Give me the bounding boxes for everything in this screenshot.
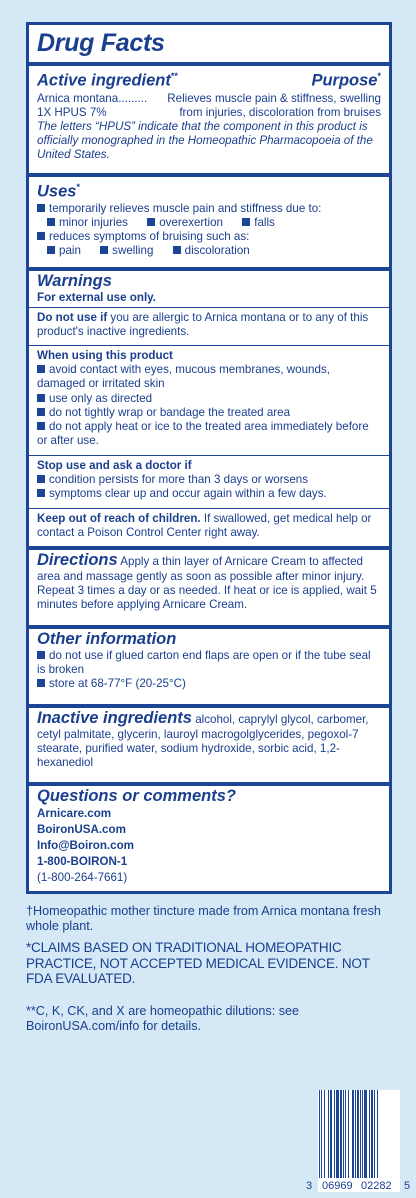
questions-heading: Questions or comments? <box>37 787 236 805</box>
purpose-heading: Purpose <box>311 71 378 90</box>
divider <box>29 62 389 66</box>
barcode-bar <box>348 1090 349 1178</box>
uses-item: temporarily relieves muscle pain and stiffness due to: <box>37 202 381 216</box>
barcode-bar <box>362 1090 363 1178</box>
inactive-section: Inactive ingredients alcohol, caprylyl glycol, carbomer, cetyl palmitate, glycerin, lauroyl macrogolglycerides, pegoxol-7 stearate, purified water, sodium hydroxide, sorbic acid, 1,2-hexanediol <box>37 709 369 770</box>
uses-heading: Uses <box>37 182 77 201</box>
directions-heading: Directions <box>37 551 118 569</box>
barcode-bar <box>334 1090 335 1178</box>
warning-item: avoid contact with eyes, mucous membranes, wounds, damaged or irritated skin <box>37 363 381 391</box>
drug-facts-title: Drug Facts <box>37 29 165 57</box>
other-item: store at 68-77°F (20-25°C) <box>37 677 381 691</box>
questions-section <box>29 787 389 886</box>
barcode-bar <box>357 1090 359 1178</box>
barcode-bar <box>360 1090 361 1178</box>
stop-use-block <box>29 459 389 502</box>
barcode-bar <box>371 1090 373 1178</box>
uses-sublist: minor injuries overexertion falls <box>37 216 381 230</box>
barcode-bar <box>374 1090 375 1178</box>
dilutions-footnote: **C, K, CK, and X are homeopathic dilutions: see BoironUSA.com/info for details. <box>26 1004 300 1033</box>
divider <box>29 546 389 550</box>
barcode-lead-digit: 3 <box>306 1180 313 1192</box>
barcode-bar <box>364 1090 367 1178</box>
barcode-check-digit: 5 <box>404 1180 411 1192</box>
divider <box>29 704 389 708</box>
barcode-group-2: 02282 <box>361 1180 392 1192</box>
barcode-bar <box>330 1090 332 1178</box>
warning-item: do not tightly wrap or bandage the treated area <box>37 406 381 420</box>
barcode-bar <box>340 1090 342 1178</box>
stop-use-heading: Stop use and ask a doctor if <box>37 459 192 472</box>
barcode-bar <box>352 1090 354 1178</box>
other-info-section <box>29 630 389 692</box>
uses-item: reduces symptoms of bruising such as: <box>37 230 381 244</box>
barcode-bars <box>318 1090 400 1178</box>
drug-facts-box <box>26 22 392 894</box>
directions-section: Directions Apply a thin layer of Arnicare Cream to affected area and massage gently as soon as possible after minor injury. Repeat 3 times a day or as needed. If heat or ice is applied, wait 5 minutes before applying Arnicare Cream. <box>37 551 377 612</box>
barcode-bar <box>355 1090 356 1178</box>
barcode-group-1: 06969 <box>322 1180 353 1192</box>
barcode-bar <box>321 1090 322 1178</box>
inactive-heading: Inactive ingredients <box>37 709 192 727</box>
divider <box>29 508 389 509</box>
barcode-bar <box>345 1090 346 1178</box>
divider <box>29 267 389 271</box>
barcode-bar <box>377 1090 378 1178</box>
active-ingredient-heading: Active ingredient <box>37 71 171 90</box>
hpus-note: The letters “HPUS” indicate that the component in this product is officially monographed in the Homeopathic Pharmacopoeia of the United States. <box>37 119 373 162</box>
contact-line: Info@Boiron.com <box>37 839 134 852</box>
external-use-line: For external use only. <box>37 291 156 304</box>
claims-footnote: *CLAIMS BASED ON TRADITIONAL HOMEOPATHIC PRACTICE, NOT ACCEPTED MEDICAL EVIDENCE. NOT FDA EVALUATED. <box>26 940 370 986</box>
warning-item: condition persists for more than 3 days or worsens <box>37 473 381 487</box>
when-using-block <box>29 349 389 448</box>
divider <box>29 782 389 786</box>
contact-phone-alt: (1-800-264-7661) <box>37 871 128 884</box>
divider <box>29 173 389 177</box>
barcode-bar <box>324 1090 325 1178</box>
active-ingredient-section: Active ingredient** Purpose* Arnica montana......... Relieves muscle pain & stiffness, swelling 1X HPUS 7% from injuries, discoloration from bruises The letters “HPUS” indicate that the component in this product is officially monographed in the Homeopathic Pharmacopoeia of the United States. <box>37 71 381 162</box>
active-row-2: 1X HPUS 7% from injuries, discoloration from bruises <box>37 105 381 119</box>
do-not-use-block: Do not use if you are allergic to Arnica montana or to any of this product's inactive ingredients. <box>37 311 369 339</box>
other-item: do not use if glued carton end flaps are open or if the tube seal is broken <box>37 649 381 677</box>
uses-sublist: pain swelling discoloration <box>37 244 381 258</box>
other-info-heading: Other information <box>37 630 177 648</box>
barcode-bar <box>319 1090 320 1178</box>
divider <box>29 345 389 346</box>
contact-line: BoironUSA.com <box>37 823 126 836</box>
divider <box>29 625 389 629</box>
warning-item: do not apply heat or ice to the treated area immediately before or after use. <box>37 420 381 448</box>
warnings-section <box>29 272 389 305</box>
barcode-bar <box>328 1090 329 1178</box>
warning-item: symptoms clear up and occur again within a few days. <box>37 487 381 501</box>
barcode-bar <box>336 1090 339 1178</box>
barcode <box>318 1090 400 1192</box>
drug-facts-header <box>29 29 389 57</box>
contact-line: 1-800-BOIRON-1 <box>37 855 128 868</box>
barcode-bar <box>343 1090 344 1178</box>
uses-section: Uses* temporarily relieves muscle pain and stiffness due to: minor injuries overexertion falls reduces symptoms of bruising such as: pain swelling discoloration <box>29 178 389 258</box>
warnings-heading: Warnings <box>37 272 112 290</box>
divider <box>29 455 389 456</box>
warning-item: use only as directed <box>37 392 381 406</box>
keep-out-block: Keep out of reach of children. If swallowed, get medical help or contact a Poison Control Center right away. <box>37 512 372 540</box>
active-row-1: Arnica montana......... Relieves muscle pain & stiffness, swelling <box>37 91 381 105</box>
divider <box>29 307 389 308</box>
when-using-heading: When using this product <box>37 349 173 362</box>
barcode-bar <box>369 1090 370 1178</box>
dagger-footnote: †Homeopathic mother tincture made from Arnica montana fresh whole plant. <box>26 904 381 933</box>
contact-line: Arnicare.com <box>37 807 112 820</box>
